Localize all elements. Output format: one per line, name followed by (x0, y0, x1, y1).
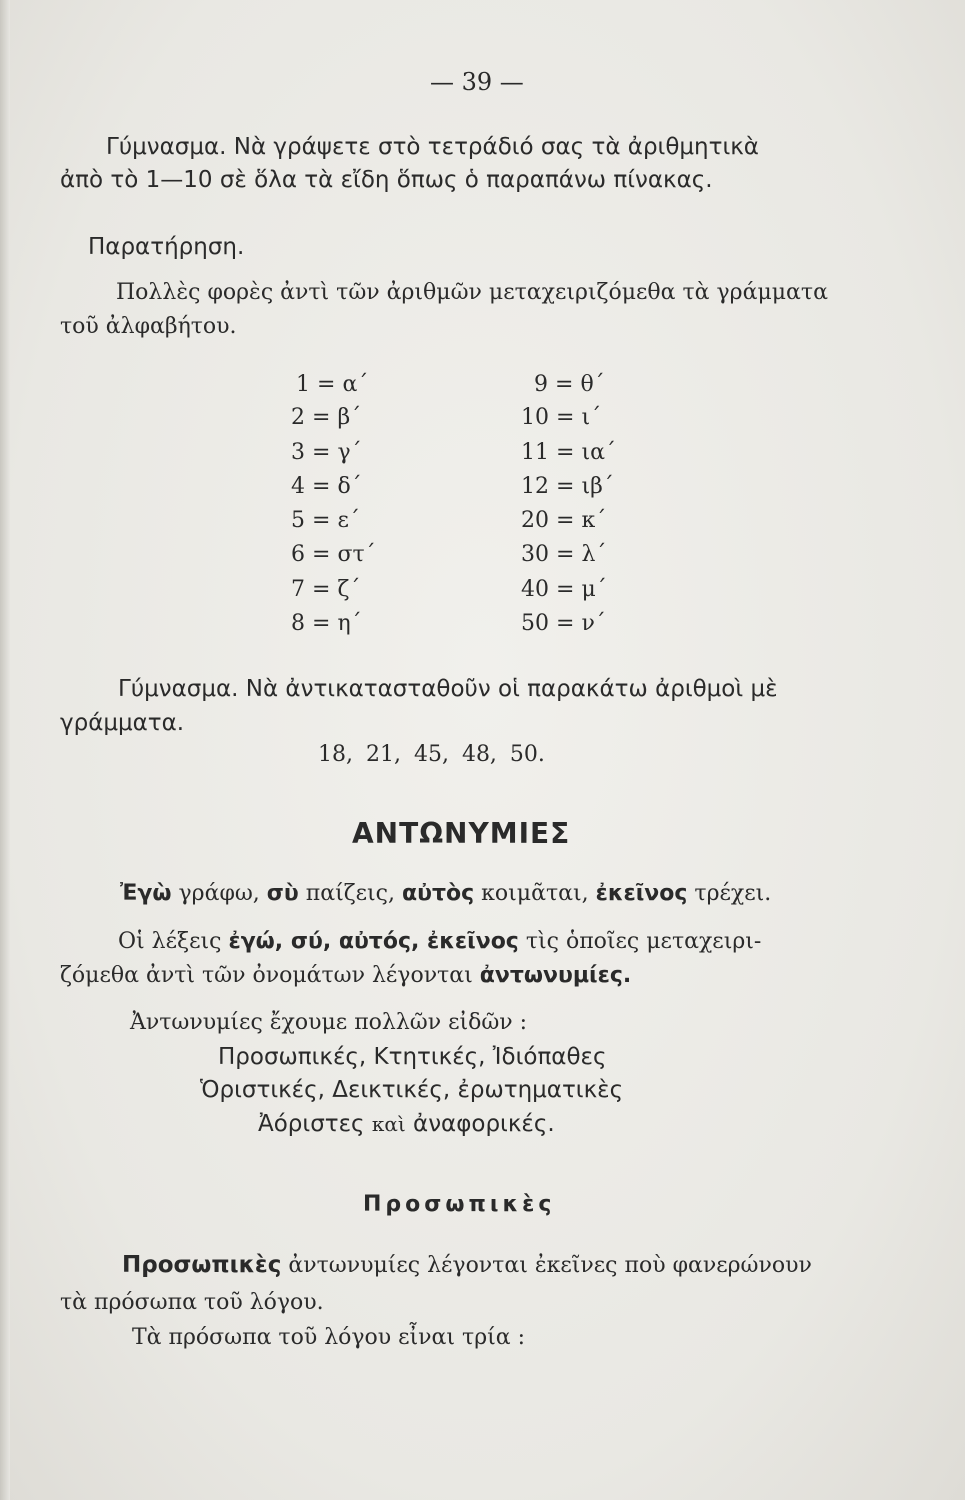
greek-letter: λ΄ (581, 542, 607, 567)
equals-sign: = (312, 440, 331, 465)
greek-letter: ν΄ (581, 611, 606, 636)
numeral-value: 8 (291, 611, 305, 636)
personal-line2: τὰ πρόσωπα τοῦ λόγου. (60, 1290, 324, 1315)
kinds-line1: Προσωπικές, Κτητικές, Ἰδιόπαθες (218, 1044, 607, 1070)
equals-sign: = (312, 405, 331, 430)
definition-line1 (118, 928, 761, 954)
bold-pronoun: αὐτὸς (402, 881, 475, 906)
numeral-row (291, 542, 376, 567)
numeral-value: 30 (521, 542, 549, 567)
equals-sign: = (556, 440, 575, 465)
kind-label: ἀναφορικές. (405, 1111, 555, 1137)
personal-text: ἀντωνυμίες λέγονται ἐκεῖνες ποὺ φανερώνουν (281, 1253, 812, 1278)
bold-term: Προσωπικὲς (122, 1252, 282, 1278)
numeral-value: 12 (521, 474, 549, 499)
equals-sign: = (556, 542, 575, 567)
equals-sign: = (556, 611, 575, 636)
equals-sign: = (556, 577, 575, 602)
numeral-row (521, 474, 614, 499)
exercise2-line2: γράμματα. (60, 710, 185, 736)
greek-letter: δ΄ (337, 474, 362, 499)
greek-letter: ιβ΄ (581, 474, 614, 499)
section-heading: ΑΝΤΩΝΥΜΙΕΣ (352, 817, 571, 850)
kind-label: Ἀόριστες (258, 1111, 372, 1137)
numeral-value: 20 (521, 508, 549, 533)
greek-letter: μ΄ (581, 577, 607, 602)
equals-sign: = (312, 508, 331, 533)
numeral-row (291, 474, 362, 499)
numeral-row (291, 611, 362, 636)
equals-sign: = (317, 372, 336, 397)
numeral-row (521, 405, 601, 430)
kinds-line3 (258, 1111, 555, 1137)
note-title: Παρατήρηση. (88, 234, 245, 260)
page-edge-shadow (0, 0, 10, 1500)
note-line2: τοῦ ἀλφαβήτου. (60, 314, 237, 339)
greek-letter: θ΄ (580, 372, 605, 397)
bold-pronoun: ἐκεῖνος (595, 881, 688, 906)
numeral-value: 5 (291, 508, 305, 533)
bold-pronouns: ἐγώ, σύ, αὐτός, ἐκεῖνος (228, 929, 519, 954)
equals-sign: = (312, 474, 331, 499)
numeral-value: 7 (291, 577, 305, 602)
exercise1-line1: Γύμνασμα. Νὰ γράψετε στὸ τετράδιό σας τὰ ἀριθμητικὰ (106, 134, 759, 160)
numeral-row (291, 577, 360, 602)
definition-text: Οἱ λέξεις (118, 929, 229, 954)
equals-sign: = (312, 611, 331, 636)
numeral-row (291, 508, 360, 533)
equals-sign: = (312, 542, 331, 567)
bold-term: ἀντωνυμίες. (479, 963, 632, 988)
greek-letter: ια΄ (581, 440, 616, 465)
numeral-value: 50 (521, 611, 549, 636)
greek-letter: β΄ (337, 405, 362, 430)
numeral-value: 11 (521, 440, 549, 465)
greek-letter: ε΄ (337, 508, 360, 533)
personal-line3: Τὰ πρόσωπα τοῦ λόγου εἶναι τρία : (132, 1325, 526, 1350)
numeral-row (521, 508, 606, 533)
numeral-value: 6 (291, 542, 305, 567)
numeral-row (521, 542, 606, 567)
example-sentence (120, 880, 771, 906)
personal-line1 (122, 1252, 812, 1278)
subheading: Προσωπικὲς (363, 1192, 556, 1217)
numeral-row (521, 440, 616, 465)
page-number: — 39 — (430, 68, 524, 96)
numeral-row (521, 577, 607, 602)
exercise2-line1: Γύμνασμα. Νὰ ἀντικατασταθοῦν οἱ παρακάτω ἀριθμοὶ μὲ (118, 676, 778, 702)
note-line1: Πολλὲς φορὲς ἀντὶ τῶν ἀριθμῶν μεταχειριζόμεθα τὰ γράμματα (116, 280, 828, 305)
numeral-row (296, 372, 368, 397)
numeral-value: 1 (296, 372, 310, 397)
exercise2-numbers: 18, 21, 45, 48, 50. (318, 742, 545, 767)
numeral-value: 2 (291, 405, 305, 430)
greek-letter: ζ΄ (337, 577, 361, 602)
kinds-intro: Ἀντωνυμίες ἔχουμε πολλῶν εἰδῶν : (130, 1010, 528, 1035)
example-text: γράφω, (171, 881, 267, 906)
bold-pronoun: Ἐγὼ (120, 881, 172, 906)
numeral-value: 4 (291, 474, 305, 499)
greek-letter: στ΄ (337, 542, 376, 567)
definition-text: τὶς ὁποῖες μεταχειρι- (518, 929, 762, 954)
greek-letter: κ΄ (581, 508, 607, 533)
greek-letter: ι΄ (581, 405, 602, 430)
greek-letter: γ΄ (337, 440, 362, 465)
numeral-row (521, 611, 606, 636)
numeral-value: 40 (521, 577, 549, 602)
equals-sign: = (556, 405, 575, 430)
definition-line2 (60, 962, 631, 988)
example-text: κοιμᾶται, (474, 881, 596, 906)
greek-letter: η΄ (337, 611, 362, 636)
equals-sign: = (556, 508, 575, 533)
bold-pronoun: σὺ (266, 881, 299, 906)
definition-text: ζόμεθα ἀντὶ τῶν ὀνομάτων λέγονται (60, 963, 480, 988)
numeral-value: 10 (521, 405, 549, 430)
equals-sign: = (555, 372, 574, 397)
conjunction: καὶ (371, 1112, 406, 1136)
exercise1-line2: ἀπὸ τὸ 1—10 σὲ ὅλα τὰ εἴδη ὅπως ὁ παραπάνω πίνακας. (60, 167, 713, 193)
equals-sign: = (556, 474, 575, 499)
numeral-row (291, 440, 362, 465)
example-text: παίζεις, (298, 881, 402, 906)
equals-sign: = (312, 577, 331, 602)
numeral-value: 9 (534, 372, 548, 397)
example-text: τρέχει. (687, 881, 772, 906)
greek-letter: α΄ (342, 372, 369, 397)
kinds-line2: Ὁριστικές, Δεικτικές, ἐρωτηματικὲς (200, 1077, 624, 1103)
numeral-value: 3 (291, 440, 305, 465)
numeral-row (534, 372, 605, 397)
numeral-row (291, 405, 361, 430)
